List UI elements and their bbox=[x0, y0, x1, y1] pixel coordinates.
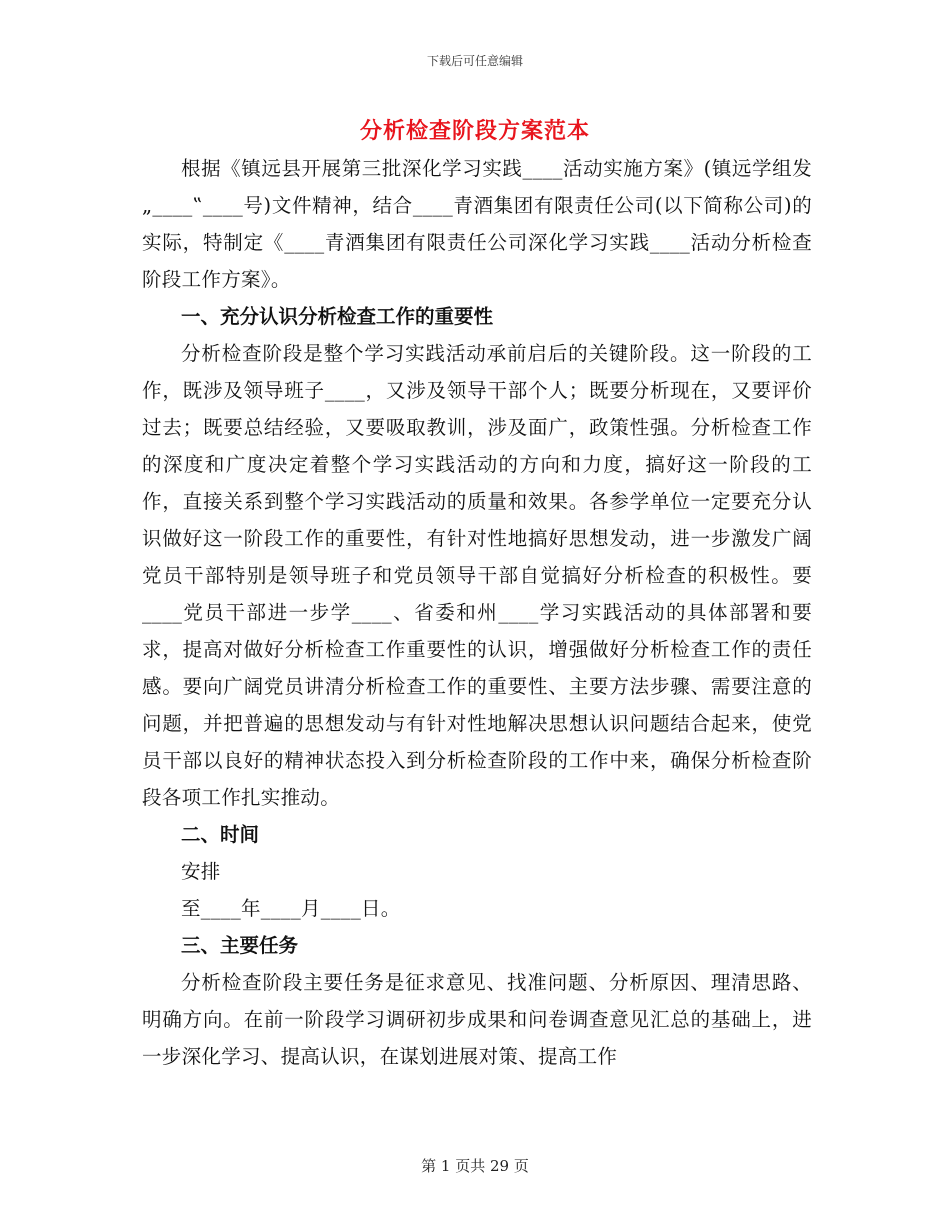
section-3-paragraph: 分析检查阶段主要任务是征求意见、找准问题、分析原因、理清思路、明确方向。在前一阶段学习调研初步成果和问卷调查意见汇总的基础上，进一步深化学习、提高认识，在谋划进展对策、提高工作 bbox=[142, 971, 812, 1068]
document-body bbox=[142, 150, 812, 1075]
section-2-line-1: 安排 bbox=[181, 860, 221, 883]
section-1-paragraph: 分析检查阶段是整个学习实践活动承前启后的关键阶段。这一阶段的工作，既涉及领导班子____，又涉及领导干部个人；既要分析现在，又要评价过去；既要总结经验，又要吸取教训，涉及面广，政策性强。分析检查工作的深度和广度决定着整个学习实践活动的方向和力度，搞好这一阶段的工作，直接关系到整个学习实践活动的质量和效果。各参学单位一定要充分认识做好这一阶段工作的重要性，有针对性地搞好思想发动，进一步激发广阔党员干部特别是领导班子和党员领导干部自觉搞好分析检查的积极性。要____党员干部进一步学____、省委和州____学习实践活动的具体部署和要求，提高对做好分析检查工作重要性的认识，增强做好分析检查工作的责任感。要向广阔党员讲清分析检查工作的重要性、主要方法步骤、需要注意的问题，并把普遍的思想发动与有针对性地解决思想认识问题结合起来，使党员干部以良好的精神状态投入到分析检查阶段的工作中来，确保分析检查阶段各项工作扎实推动。 bbox=[142, 342, 812, 809]
page-header: 下载后可任意编辑 bbox=[426, 54, 523, 68]
section-1-heading: 一、充分认识分析检查工作的重要性 bbox=[181, 305, 494, 328]
section-2-heading: 二、时间 bbox=[181, 823, 260, 846]
document-title: 分析检查阶段方案范本 bbox=[359, 118, 590, 144]
section-3-heading: 三、主要任务 bbox=[181, 934, 299, 957]
page-footer: 第 1 页共 29 页 bbox=[421, 1157, 529, 1175]
section-2-line-2: 至____年____月____日。 bbox=[181, 897, 401, 920]
intro-paragraph: 根据《镇远县开展第三批深化学习实践____活动实施方案》(镇远学组发„____‟____号)文件精神，结合____青酒集团有限责任公司(以下简称公司)的实际，特制定《____青酒集团有限责任公司深化学习实践____活动分析检查阶段工作方案》。 bbox=[142, 157, 812, 291]
